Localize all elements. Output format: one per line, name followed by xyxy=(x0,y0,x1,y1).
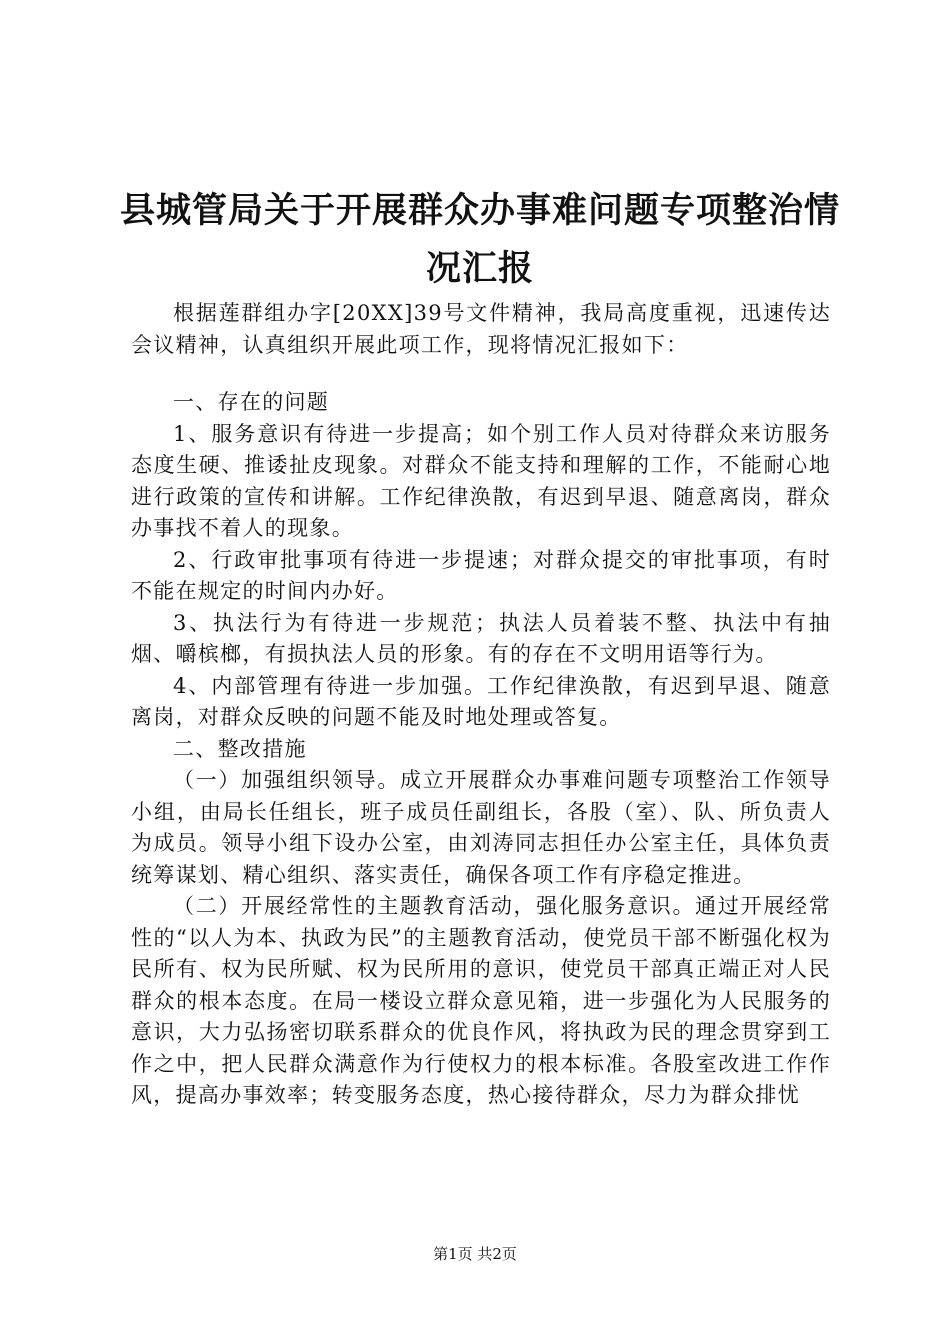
paragraph-problem-4: 4、内部管理有待进一步加强。工作纪律涣散，有迟到早退、随意离岗，对群众反映的问题不能及时地处理或答复。 xyxy=(131,673,831,729)
paragraph-problem-1: 1、服务意识有待进一步提高；如个别工作人员对待群众来访服务态度生硬、推诿扯皮现象。对群众不能支持和理解的工作，不能耐心地进行政策的宣传和讲解。工作纪律涣散，有迟到早退、随意离岗，群众办事找不着人的现象。 xyxy=(131,421,831,540)
section-heading-problems: 一、存在的问题 xyxy=(173,390,330,414)
paragraph-problem-2: 2、行政审批事项有待进一步提速；对群众提交的审批事项，有时不能在规定的时间内办好。 xyxy=(131,547,831,603)
section-heading-measures: 二、整改措施 xyxy=(173,736,307,761)
paragraph-problem-3: 3、执法行为有待进一步规范；执法人员着装不整、执法中有抽烟、嚼槟榔，有损执法人员的形象。有的存在不文明用语等行为。 xyxy=(131,610,831,666)
document-title: 县城管局关于开展群众办事难问题专项整治情况汇报 xyxy=(120,190,841,289)
paragraph-intro: 根据莲群组办字[20XX]39号文件精神，我局高度重视，迅速传达会议精神，认真组织开展此项工作，现将情况汇报如下： xyxy=(131,301,831,357)
paragraph-measure-2: （二）开展经常性的主题教育活动，强化服务意识。通过开展经常性的“以人为本、执政为民”的主题教育活动，使党员干部不断强化权为民所有、权为民所赋、权为民所用的意识，使党员干部真正端正对人民群众的根本态度。在局一楼设立群众意见箱，进一步强化为人民服务的意识，大力弘扬密切联系群众的优良作风，将执政为民的理念贯穿到工作之中，把人民群众满意作为行使权力的根本标准。各股室改进工作作风，提高办事效率；转变服务态度，热心接待群众，尽力为群众排忧 xyxy=(131,894,831,1107)
document-body xyxy=(131,298,831,1112)
paragraph-measure-1: （一）加强组织领导。成立开展群众办事难问题专项整治工作领导小组，由局长任组长，班子成员任副组长，各股（室）、队、所负责人为成员。领导小组下设办公室，由刘涛同志担任办公室主任，具体负责统筹谋划、精心组织、落实责任，确保各项工作有序稳定推进。 xyxy=(131,768,831,887)
page-footer: 第1页 共2页 xyxy=(433,1245,517,1263)
